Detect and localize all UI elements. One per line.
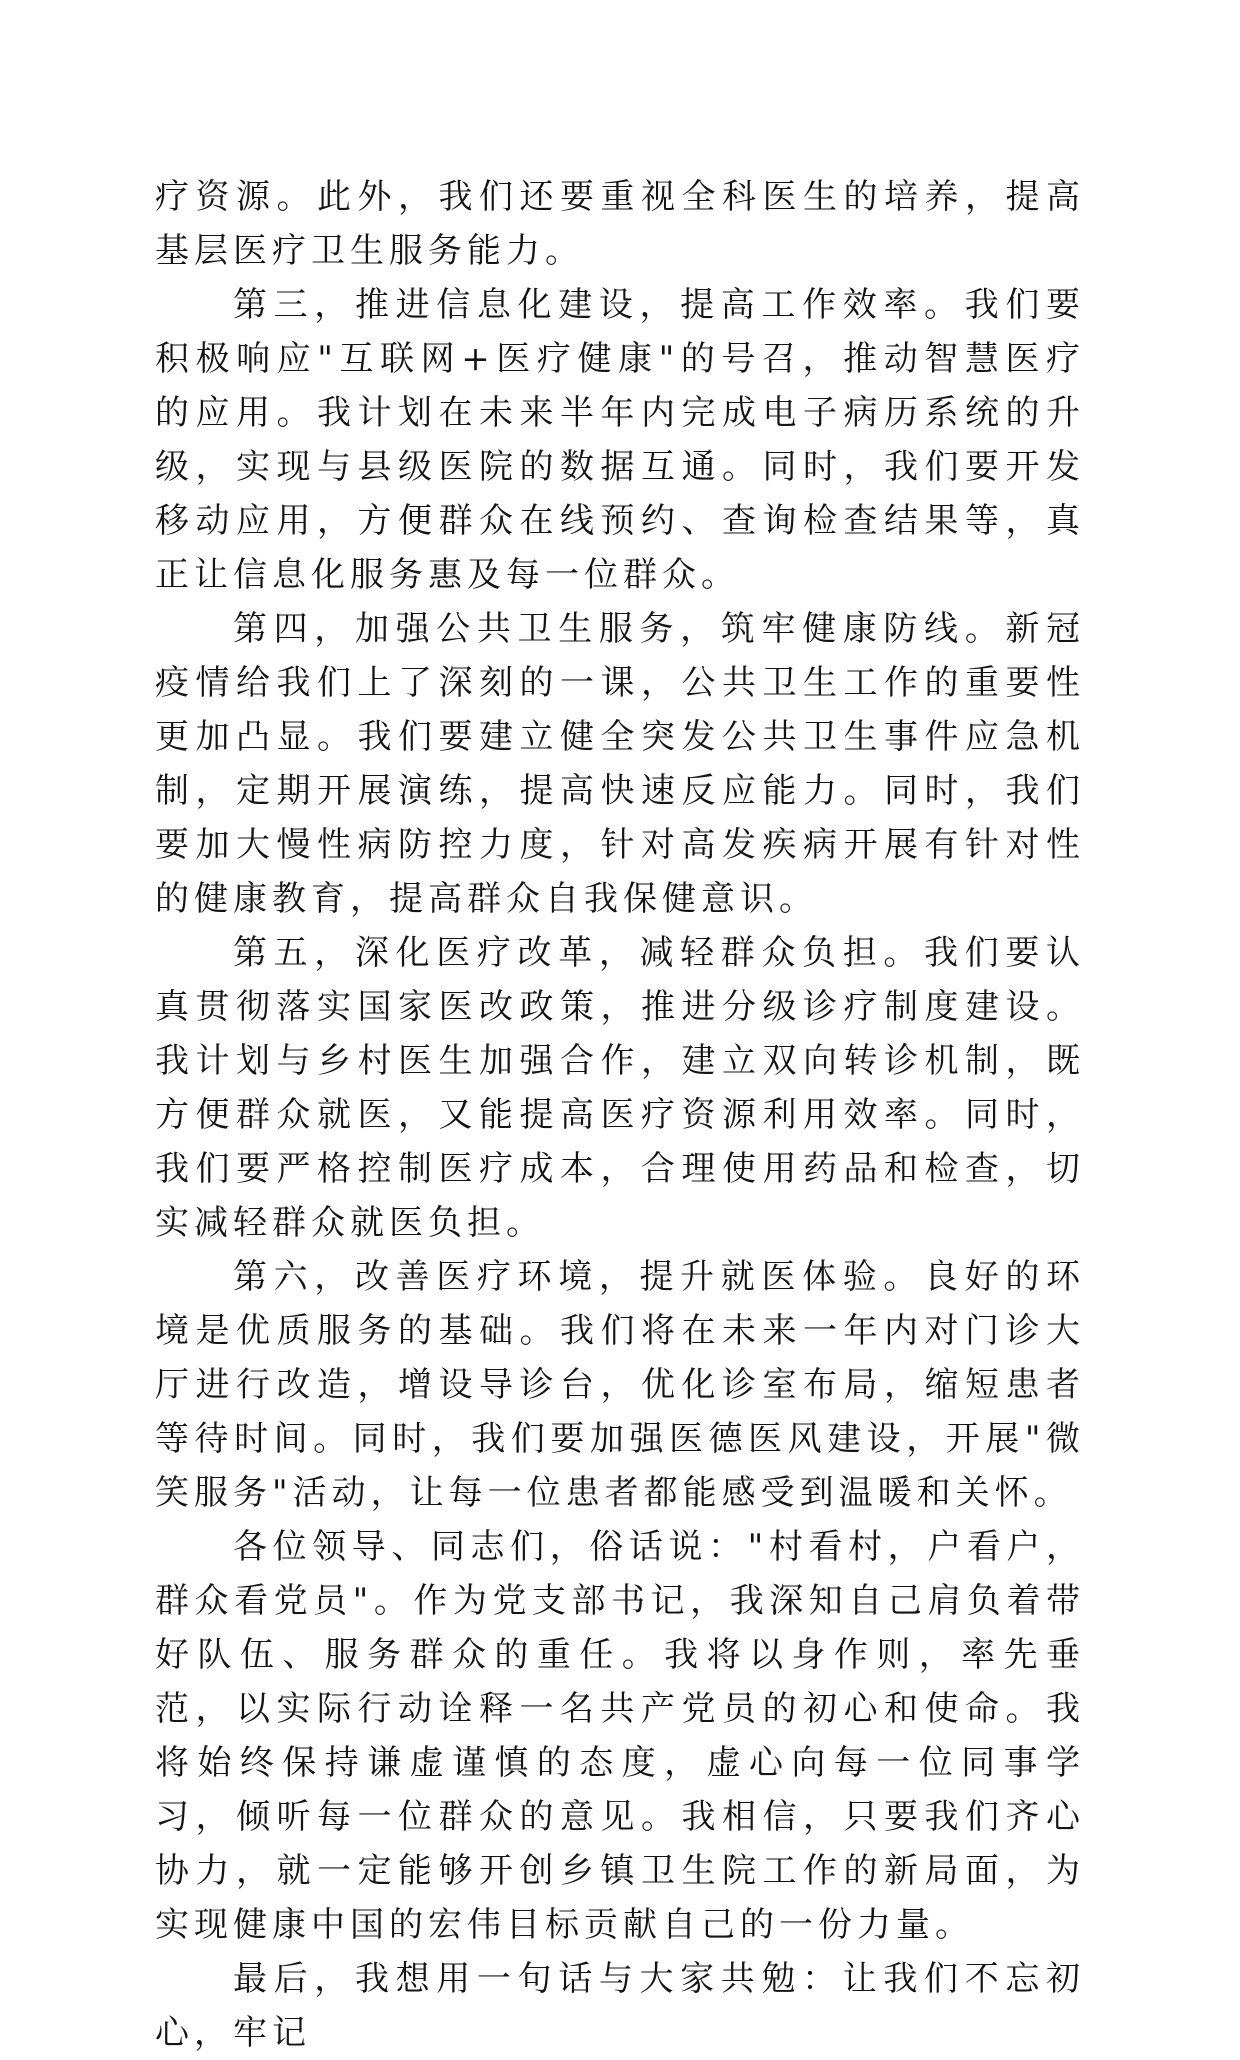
paragraph-2: 第三，推进信息化建设，提高工作效率。我们要积极响应"互联网+医疗健康"的号召，推动智慧医疗的应用。我计划在未来半年内完成电子病历系统的升级，实现与县级医院的数据互通。同时，我们要开发移动应用，方便群众在线预约、查询检查结果等，真正让信息化服务惠及每一位群众。	[155, 285, 1085, 595]
paragraph-7: 最后，我想用一句话与大家共勉：让我们不忘初心，牢记	[155, 1959, 1085, 2053]
paragraph-1: 疗资源。此外，我们还要重视全科医生的培养，提高基层医疗卫生服务能力。	[155, 177, 1085, 271]
document-body	[155, 170, 1085, 2060]
paragraph-4: 第五，深化医疗改革，减轻群众负担。我们要认真贯彻落实国家医改政策，推进分级诊疗制度建设。我计划与乡村医生加强合作，建立双向转诊机制，既方便群众就医，又能提高医疗资源利用效率。同时，我们要严格控制医疗成本，合理使用药品和检查，切实减轻群众就医负担。	[155, 933, 1085, 1243]
paragraph-3: 第四，加强公共卫生服务，筑牢健康防线。新冠疫情给我们上了深刻的一课，公共卫生工作的重要性更加凸显。我们要建立健全突发公共卫生事件应急机制，定期开展演练，提高快速反应能力。同时，我们要加大慢性病防控力度，针对高发疾病开展有针对性的健康教育，提高群众自我保健意识。	[155, 609, 1085, 919]
paragraph-5: 第六，改善医疗环境，提升就医体验。良好的环境是优质服务的基础。我们将在未来一年内对门诊大厅进行改造，增设导诊台，优化诊室布局，缩短患者等待时间。同时，我们要加强医德医风建设，开展"微笑服务"活动，让每一位患者都能感受到温暖和关怀。	[155, 1257, 1085, 1513]
paragraph-6: 各位领导、同志们，俗话说："村看村，户看户，群众看党员"。作为党支部书记，我深知自己肩负着带好队伍、服务群众的重任。我将以身作则，率先垂范，以实际行动诠释一名共产党员的初心和使命。我将始终保持谦虚谨慎的态度，虚心向每一位同事学习，倾听每一位群众的意见。我相信，只要我们齐心协力，就一定能够开创乡镇卫生院工作的新局面，为实现健康中国的宏伟目标贡献自己的一份力量。	[155, 1527, 1085, 1945]
